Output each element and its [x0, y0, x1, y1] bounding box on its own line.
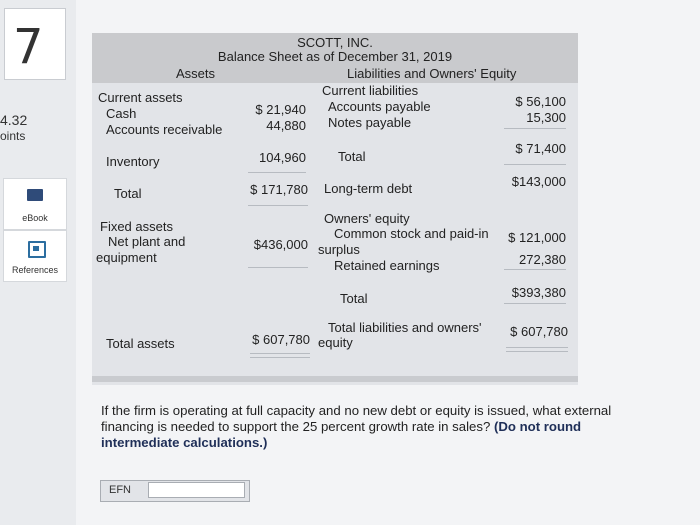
question-instruction: (Do not round intermediate calculations.): [101, 419, 582, 450]
long-term-debt-label: Long-term debt: [324, 181, 413, 196]
balance-sheet-subtitle: Balance Sheet as of December 31, 2019: [217, 49, 453, 64]
current-liabilities-label: Current liabilities: [322, 83, 419, 98]
owners-equity-total-value: $393,380: [511, 285, 566, 300]
references-icon: [28, 241, 46, 258]
owners-equity-total-label: Total: [340, 291, 368, 306]
total-liabilities-equity-double-underline: [506, 347, 568, 352]
cash-value: $ 21,940: [255, 102, 306, 117]
retained-earnings-underline: [504, 269, 566, 270]
total-liabilities-equity-value: $ 607,780: [510, 324, 568, 339]
owners-equity-total-underline: [504, 303, 566, 304]
accounts-receivable-label: Accounts receivable: [106, 122, 223, 137]
cash-label: Cash: [106, 106, 137, 121]
current-liabilities-total-underline: [504, 164, 566, 165]
assets-header: Assets: [176, 66, 216, 81]
accounts-payable-value: $ 56,100: [515, 94, 566, 109]
question-number: 7: [13, 19, 44, 75]
net-plant-label-line2: equipment: [96, 250, 157, 265]
current-assets-label: Current assets: [98, 90, 183, 105]
total-liabilities-equity-label-line2: equity: [318, 335, 353, 350]
notes-payable-label: Notes payable: [328, 115, 412, 130]
main-content: [76, 0, 700, 525]
notes-payable-underline: [504, 128, 566, 129]
inventory-value: 104,960: [259, 150, 306, 165]
fixed-assets-label: Fixed assets: [100, 219, 173, 234]
retained-earnings-value: 272,380: [519, 252, 566, 267]
company-name: SCOTT, INC.: [297, 35, 373, 50]
net-plant-label-line1: Net plant and: [108, 234, 186, 249]
liabilities-header: Liabilities and Owners' Equity: [347, 66, 517, 81]
references-label: References: [11, 265, 59, 275]
retained-earnings-label: Retained earnings: [334, 258, 440, 273]
common-stock-value: $ 121,000: [508, 230, 566, 245]
sheet-bottom-rule: [92, 376, 578, 382]
accounts-payable-label: Accounts payable: [328, 99, 431, 114]
common-stock-label-line2: surplus: [318, 242, 360, 257]
total-liabilities-equity-label-line1: Total liabilities and owners': [328, 320, 482, 335]
points-label: oints: [0, 129, 26, 143]
question-number-box[interactable]: [4, 8, 66, 80]
references-button[interactable]: [3, 230, 67, 282]
accounts-receivable-value: 44,880: [266, 118, 306, 133]
ebook-icon: [27, 189, 43, 201]
efn-input[interactable]: [148, 482, 245, 498]
current-assets-total-value: $ 171,780: [250, 182, 308, 197]
points-value: 4.32: [0, 112, 28, 128]
notes-payable-value: 15,300: [526, 110, 566, 125]
inventory-label: Inventory: [106, 154, 160, 169]
current-liabilities-total-label: Total: [338, 149, 366, 164]
net-plant-value: $436,000: [253, 237, 308, 252]
current-assets-total-underline: [248, 205, 308, 206]
total-assets-double-underline: [250, 353, 310, 358]
net-plant-underline: [248, 267, 308, 268]
question-body: If the firm is operating at full capacity and no new debt or equity is issued, what external financing is needed to support the 25 percent growth rate in sales?: [101, 403, 612, 434]
balance-sheet: [92, 33, 578, 385]
efn-answer-row: [100, 480, 250, 502]
question-sidebar: [0, 0, 76, 525]
ebook-button[interactable]: [3, 178, 67, 230]
question-text: [101, 403, 661, 451]
total-assets-value: $ 607,780: [252, 332, 310, 347]
efn-label: EFN: [109, 484, 131, 496]
long-term-debt-value: $143,000: [511, 174, 566, 189]
current-liabilities-total-value: $ 71,400: [515, 141, 566, 156]
current-assets-total-label: Total: [114, 186, 142, 201]
total-assets-label: Total assets: [106, 336, 175, 351]
owners-equity-label: Owners' equity: [324, 211, 410, 226]
ebook-label: eBook: [22, 213, 48, 223]
common-stock-label-line1: Common stock and paid-in: [334, 226, 489, 241]
inventory-underline: [248, 172, 306, 173]
